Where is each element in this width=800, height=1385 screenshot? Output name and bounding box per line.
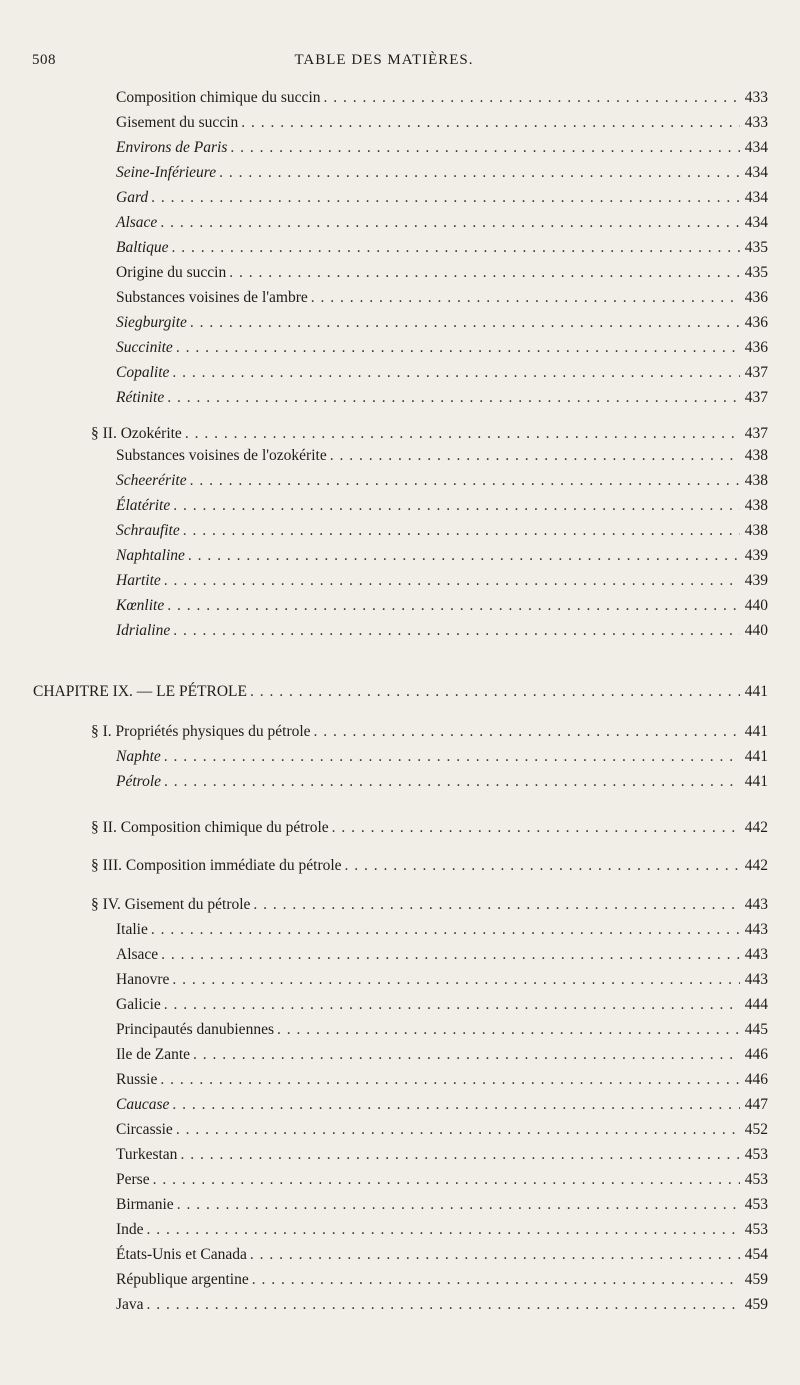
toc-entry-page: 443 <box>744 896 768 913</box>
toc-entry-label: Idrialine <box>116 622 171 639</box>
toc-entry-page: 434 <box>744 139 768 156</box>
toc-entry-label: Rétinite <box>116 389 165 406</box>
leader-dots <box>147 1220 740 1240</box>
toc-entry-label: Composition chimique du succin <box>116 89 321 106</box>
toc-entry <box>116 1120 768 1140</box>
toc-entry <box>116 1170 768 1190</box>
leader-dots <box>230 138 740 158</box>
leader-dots <box>172 363 740 383</box>
toc-entry-label: Scheerérite <box>116 472 187 489</box>
toc-entry <box>116 188 768 208</box>
toc-entry <box>116 571 768 591</box>
toc-entry <box>116 1220 768 1240</box>
toc-entry <box>91 818 768 838</box>
leader-dots <box>177 1195 740 1215</box>
toc-entry-label: § II. Composition chimique du pétrole <box>91 819 329 836</box>
toc-entry-page: 445 <box>744 1021 768 1038</box>
toc-entry-label: Naphtaline <box>116 547 185 564</box>
toc-entry <box>116 88 768 108</box>
toc-entry <box>116 288 768 308</box>
toc-entry-page: 438 <box>744 447 768 464</box>
leader-dots <box>252 1270 740 1290</box>
toc-entry-label: Russie <box>116 1071 158 1088</box>
toc-entry-page: 443 <box>744 971 768 988</box>
leader-dots <box>180 1145 740 1165</box>
leader-dots <box>277 1020 740 1040</box>
leader-dots <box>161 945 740 965</box>
toc-entry <box>116 213 768 233</box>
toc-entry <box>116 1045 768 1065</box>
toc-entry-label: Succinite <box>116 339 173 356</box>
leader-dots <box>173 496 740 516</box>
running-title: TABLE DES MATIÈRES. <box>294 52 474 68</box>
leader-dots <box>219 163 740 183</box>
leader-dots <box>151 188 740 208</box>
toc-entry-label: Gard <box>116 189 149 206</box>
leader-dots <box>193 1045 740 1065</box>
leader-dots <box>324 88 741 108</box>
toc-entry-label: Turkestan <box>116 1146 178 1163</box>
toc-entry-page: 444 <box>744 996 768 1013</box>
toc-entry-page: 439 <box>744 572 768 589</box>
toc-entry-label: § II. Ozokérite <box>91 425 182 442</box>
toc-entry <box>116 1270 768 1290</box>
leader-dots <box>167 388 740 408</box>
toc-entry-page: 447 <box>744 1096 768 1113</box>
leader-dots <box>164 571 740 591</box>
toc-entry-page: 437 <box>744 425 768 442</box>
toc-entry <box>91 424 768 444</box>
toc-entry <box>116 1020 768 1040</box>
toc-entry-label: Hartite <box>116 572 161 589</box>
toc-entry-label: Siegburgite <box>116 314 187 331</box>
toc-entry-page: 459 <box>744 1271 768 1288</box>
toc-entry-label: Principautés danubiennes <box>116 1021 274 1038</box>
leader-dots <box>241 113 740 133</box>
toc-entry <box>116 1195 768 1215</box>
leader-dots <box>164 995 740 1015</box>
toc-entry-page: 434 <box>744 189 768 206</box>
toc-entry-page: 440 <box>744 597 768 614</box>
toc-entry <box>116 446 768 466</box>
toc-entry-page: 442 <box>744 857 768 874</box>
toc-entry <box>91 895 768 915</box>
leader-dots <box>147 1295 740 1315</box>
toc-entry-page: 433 <box>744 89 768 106</box>
toc-entry <box>116 945 768 965</box>
toc-entry-label: Baltique <box>116 239 169 256</box>
toc-entry-page: 440 <box>744 622 768 639</box>
toc-entry-page: 443 <box>744 946 768 963</box>
toc-entry-page: 454 <box>744 1246 768 1263</box>
toc-entry <box>116 747 768 767</box>
toc-entry <box>116 113 768 133</box>
leader-dots <box>250 682 740 702</box>
toc-entry-page: 434 <box>744 164 768 181</box>
toc-entry-page: 441 <box>744 723 768 740</box>
toc-entry-label: Italie <box>116 921 148 938</box>
toc-entry <box>116 970 768 990</box>
leader-dots <box>183 521 740 541</box>
leader-dots <box>173 621 740 641</box>
toc-entry-page: 434 <box>744 214 768 231</box>
toc-entry-label: Hanovre <box>116 971 170 988</box>
toc-entry-label: Environs de Paris <box>116 139 228 156</box>
toc-entry-page: 453 <box>744 1221 768 1238</box>
toc-entry <box>116 772 768 792</box>
leader-dots <box>190 471 740 491</box>
toc-entry-page: 441 <box>744 683 768 700</box>
leader-dots <box>160 213 740 233</box>
toc-entry <box>116 263 768 283</box>
leader-dots <box>172 970 740 990</box>
toc-entry <box>116 920 768 940</box>
toc-entry-label: Élatérite <box>116 497 171 514</box>
toc-entry <box>116 1295 768 1315</box>
toc-entry-label: Naphte <box>116 748 161 765</box>
toc-entry <box>116 496 768 516</box>
toc-entry-page: 443 <box>744 921 768 938</box>
toc-entry-page: 437 <box>744 389 768 406</box>
toc-entry-label: États-Unis et Canada <box>116 1246 247 1263</box>
toc-entry-label: Substances voisines de l'ozokérite <box>116 447 327 464</box>
toc-entry <box>91 856 768 876</box>
toc-entry-page: 453 <box>744 1146 768 1163</box>
leader-dots <box>164 747 740 767</box>
toc-entry <box>116 338 768 358</box>
leader-dots <box>172 1095 740 1115</box>
toc-entry <box>116 313 768 333</box>
toc-entry-page: 446 <box>744 1046 768 1063</box>
toc-entry-label: Alsace <box>116 946 159 963</box>
leader-dots <box>151 920 740 940</box>
toc-entry-page: 446 <box>744 1071 768 1088</box>
toc-entry-label: § IV. Gisement du pétrole <box>91 896 251 913</box>
leader-dots <box>332 818 740 838</box>
toc-entry-page: 438 <box>744 497 768 514</box>
toc-entry-label: Inde <box>116 1221 144 1238</box>
toc-entry-page: 453 <box>744 1171 768 1188</box>
toc-entry <box>116 1145 768 1165</box>
toc-entry <box>33 682 768 702</box>
toc-entry-page: 438 <box>744 472 768 489</box>
toc-entry-page: 441 <box>744 748 768 765</box>
leader-dots <box>164 772 740 792</box>
toc-entry-page: 452 <box>744 1121 768 1138</box>
toc-entry-label: Birmanie <box>116 1196 174 1213</box>
leader-dots <box>172 238 740 258</box>
toc-entry-label: Ile de Zante <box>116 1046 191 1063</box>
page-number: 508 <box>32 52 56 68</box>
leader-dots <box>253 895 740 915</box>
toc-entry <box>116 621 768 641</box>
toc-entry-label: Copalite <box>116 364 170 381</box>
toc-entry-label: République argentine <box>116 1271 249 1288</box>
toc-entry-label: Kœnlite <box>116 597 165 614</box>
toc-entry-label: § III. Composition immédiate du pétrole <box>91 857 342 874</box>
toc-entry-page: 433 <box>744 114 768 131</box>
toc-entry-label: Perse <box>116 1171 150 1188</box>
toc-entry-label: Schraufite <box>116 522 180 539</box>
toc-entry <box>116 1070 768 1090</box>
toc-entry-page: 453 <box>744 1196 768 1213</box>
toc-entry <box>116 138 768 158</box>
leader-dots <box>229 263 740 283</box>
toc-entry-page: 438 <box>744 522 768 539</box>
leader-dots <box>176 1120 740 1140</box>
toc-entry-label: Galicie <box>116 996 161 1013</box>
leader-dots <box>176 338 740 358</box>
toc-entry-label: Gisement du succin <box>116 114 239 131</box>
toc-entry-label: Circassie <box>116 1121 173 1138</box>
toc-entry-label: § I. Propriétés physiques du pétrole <box>91 723 311 740</box>
leader-dots <box>345 856 740 876</box>
toc-entry-page: 435 <box>744 264 768 281</box>
leader-dots <box>153 1170 740 1190</box>
toc-entry-label: CHAPITRE IX. — LE PÉTROLE <box>33 683 247 700</box>
toc-entry-page: 436 <box>744 339 768 356</box>
leader-dots <box>330 446 740 466</box>
leader-dots <box>160 1070 740 1090</box>
toc-entry <box>116 471 768 491</box>
toc-entry-label: Substances voisines de l'ambre <box>116 289 308 306</box>
toc-entry <box>116 521 768 541</box>
leader-dots <box>190 313 740 333</box>
toc-entry <box>116 163 768 183</box>
toc-entry-page: 439 <box>744 547 768 564</box>
leader-dots <box>250 1245 740 1265</box>
toc-entry <box>116 1095 768 1115</box>
toc-entry-page: 441 <box>744 773 768 790</box>
toc-entry <box>116 388 768 408</box>
toc-entry-page: 436 <box>744 289 768 306</box>
toc-entry-label: Origine du succin <box>116 264 227 281</box>
leader-dots <box>314 722 740 742</box>
toc-entry-page: 442 <box>744 819 768 836</box>
toc-entry-page: 459 <box>744 1296 768 1313</box>
toc-entry-label: Caucase <box>116 1096 170 1113</box>
toc-entry <box>116 238 768 258</box>
toc-entry-label: Alsace <box>116 214 158 231</box>
toc-entry-page: 437 <box>744 364 768 381</box>
toc-entry-page: 435 <box>744 239 768 256</box>
toc-entry <box>116 546 768 566</box>
toc-entry <box>116 1245 768 1265</box>
toc-entry-label: Seine-Inférieure <box>116 164 217 181</box>
toc-entry-label: Java <box>116 1296 144 1313</box>
toc-entry <box>116 995 768 1015</box>
toc-entry <box>116 363 768 383</box>
leader-dots <box>188 546 740 566</box>
toc-entry-page: 436 <box>744 314 768 331</box>
leader-dots <box>185 424 740 444</box>
toc-entry <box>91 722 768 742</box>
leader-dots <box>167 596 740 616</box>
toc-entry <box>116 596 768 616</box>
toc-entry-label: Pétrole <box>116 773 162 790</box>
leader-dots <box>311 288 740 308</box>
